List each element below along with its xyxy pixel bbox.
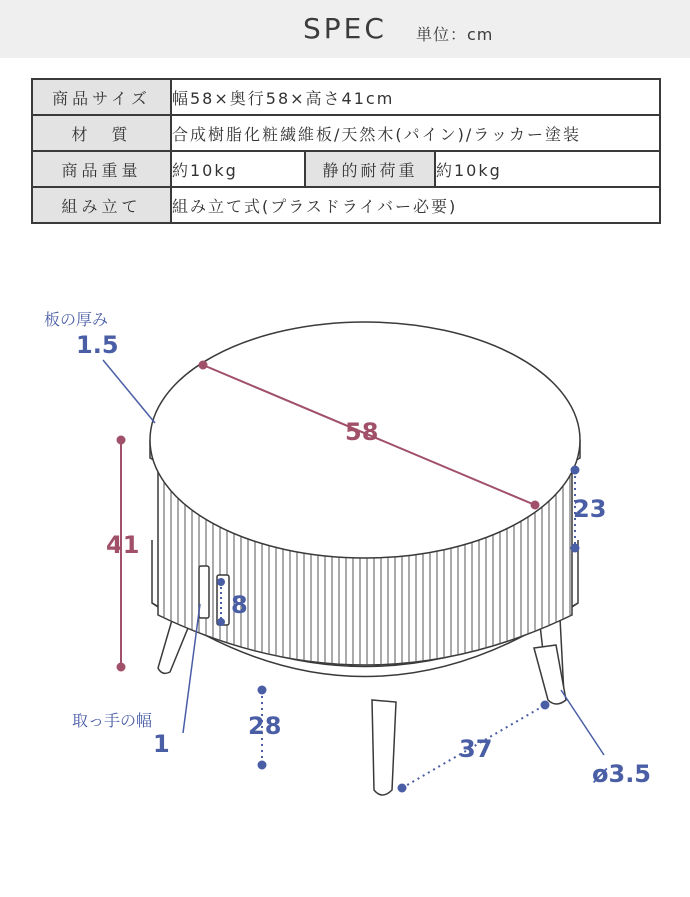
diameter-value: 58 [345, 418, 379, 446]
page-title: SPEC [303, 12, 387, 45]
leg-span-value: 37 [459, 735, 493, 763]
row-label: 商品サイズ [32, 79, 171, 115]
leg-height-value: 28 [248, 712, 282, 740]
row-label: 組み立て [32, 187, 171, 223]
row-subvalue: 約10kg [435, 151, 660, 187]
handle-width-value: 1 [153, 730, 170, 758]
row-value: 約10kg [171, 151, 305, 187]
row-value: 幅58×奥行58×高さ41cm [171, 79, 660, 115]
row-value: 合成樹脂化粧繊維板/天然木(パイン)/ラッカー塗装 [171, 115, 660, 151]
row-value: 組み立て式(プラスドライバー必要) [171, 187, 660, 223]
handle-width-label: 取っ手の幅 [72, 711, 153, 730]
board-thickness-value: 1.5 [76, 331, 119, 359]
leg-diameter-value: ø3.5 [592, 760, 652, 788]
drawer-height-value: 23 [573, 495, 607, 523]
row-label: 材 質 [32, 115, 171, 151]
row-sublabel: 静的耐荷重 [305, 151, 435, 187]
row-label: 商品重量 [32, 151, 171, 187]
height-value: 41 [106, 531, 140, 559]
board-thickness-label: 板の厚み [44, 310, 109, 329]
unit-label: 単位：cm [416, 25, 494, 44]
handle-height-value: 8 [231, 591, 248, 619]
